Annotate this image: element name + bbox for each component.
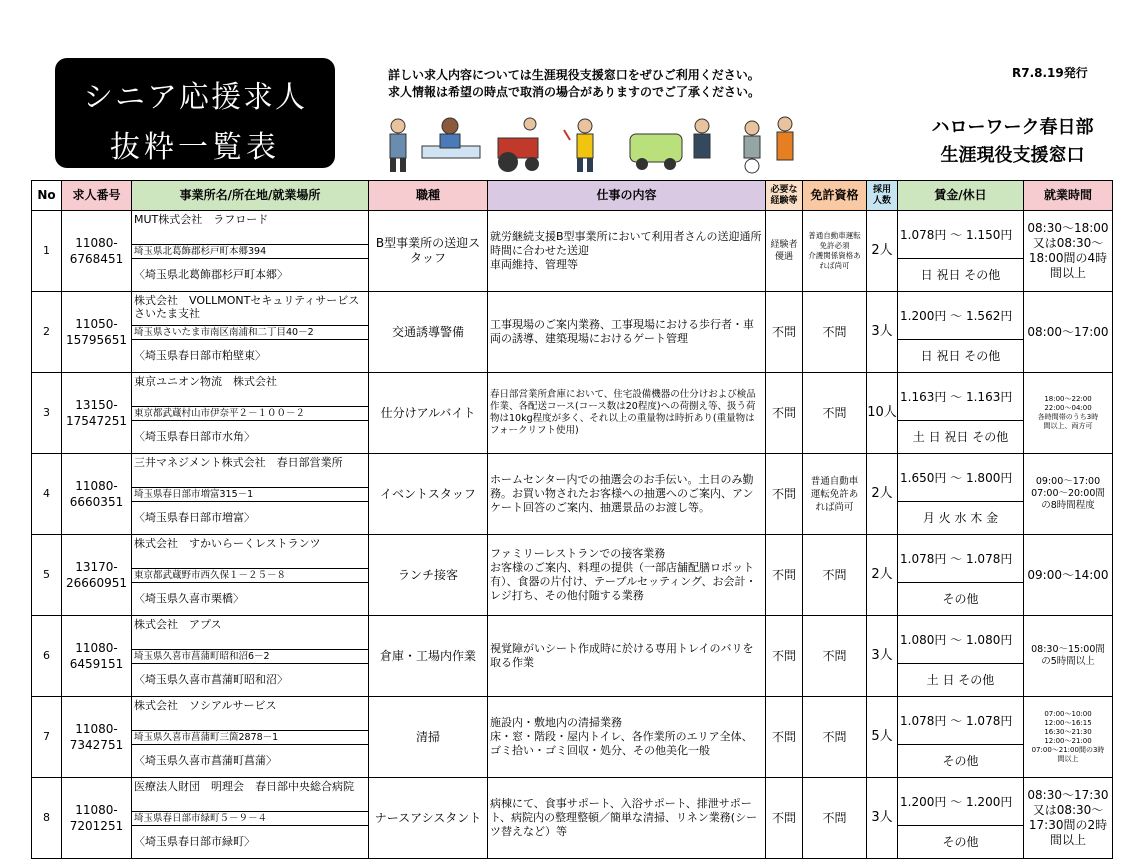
col-no: No [32, 181, 62, 211]
holidays: 月 火 水 木 金 [898, 502, 1024, 535]
job-title: B型事業所の送迎スタッフ [369, 211, 488, 292]
work-description: 病棟にて、食事サポート、入浴サポート、排泄サポート、病院内の整理整頓／簡単な清掃、リネン業務(シーツ替えなど）等 [488, 778, 766, 859]
table-row [32, 697, 1113, 731]
job-number-suffix: 17547251 [65, 414, 128, 428]
work-location: 〈埼玉県春日部市粕壁東〉 [132, 340, 369, 373]
job-title: 倉庫・工場内作業 [369, 616, 488, 697]
job-number-prefix: 11080- [75, 722, 118, 736]
work-description: 視覚障がいシート作成時に於ける専用トレイのバリを取る作業 [488, 616, 766, 697]
col-count-2: 人数 [872, 195, 891, 206]
work-location: 〈埼玉県北葛飾郡杉戸町本郷〉 [132, 259, 369, 292]
title-line-1: シニア応援求人 [83, 80, 307, 115]
license: 普通自動車運転 免許必須 介護関係資格あ れば尚可 [803, 211, 867, 292]
required-experience: 経験者 優遇 [766, 211, 803, 292]
job-number-prefix: 11050- [75, 317, 118, 331]
working-hours: 08:30～15:00間 の5時間以上 [1024, 616, 1113, 697]
col-time: 就業時間 [1024, 181, 1113, 211]
holidays: 日 祝日 その他 [898, 340, 1024, 373]
table-row [32, 778, 1113, 812]
job-number [62, 292, 132, 373]
required-experience: 不問 [766, 454, 803, 535]
job-title: イベントスタッフ [369, 454, 488, 535]
job-number [62, 535, 132, 616]
wage: 1.078円 ～ 1.078円 [898, 697, 1024, 745]
job-number-suffix: 26660951 [65, 576, 128, 590]
holidays: 土 日 その他 [898, 664, 1024, 697]
wage: 1.078円 ～ 1.078円 [898, 535, 1024, 583]
job-table [31, 180, 1113, 859]
table-row [32, 454, 1113, 488]
row-no: 6 [32, 616, 62, 697]
tractor-figure [498, 118, 539, 172]
license: 不問 [803, 616, 867, 697]
employer-name: 株式会社 ソシアルサービス [132, 697, 369, 731]
required-experience: 不問 [766, 292, 803, 373]
work-description: 就労継続支援B型事業所において利用者さんの送迎通所時間に合わせた送迎 車両維持、管理等 [488, 211, 766, 292]
work-location: 〈埼玉県春日部市緑町〉 [132, 826, 369, 859]
taxi-figure [630, 119, 710, 170]
work-description: ホームセンター内での抽選会のお手伝い。土日のみ勤務。お買い物されたお客様への抽選へのご案内、アンケート回答のご案内、抽選景品のお渡し等。 [488, 454, 766, 535]
license: 不問 [803, 292, 867, 373]
employer-name: MUT株式会社 ラフロード [132, 211, 369, 245]
table-row [32, 211, 1113, 245]
hiring-count: 3人 [867, 292, 898, 373]
holidays: その他 [898, 745, 1024, 778]
employer-address: 埼玉県さいたま市南区南浦和二丁目40－2 [132, 326, 369, 340]
title-line-2: 抜粋一覧表 [110, 130, 280, 165]
col-job: 職種 [369, 181, 488, 211]
row-no: 2 [32, 292, 62, 373]
employer-address: 東京都武蔵野市西久保１－２５－８ [132, 569, 369, 583]
employer-address: 埼玉県北葛飾郡杉戸町本郷394 [132, 245, 369, 259]
col-wage: 賃金/休日 [898, 181, 1024, 211]
job-number [62, 211, 132, 292]
job-number [62, 616, 132, 697]
work-description: 工事現場のご案内業務、工事現場における歩行者・車両の誘導、建築現場におけるゲート管理 [488, 292, 766, 373]
job-number [62, 373, 132, 454]
work-location: 〈埼玉県春日部市増富〉 [132, 502, 369, 535]
job-number-prefix: 13170- [75, 560, 118, 574]
employer-name: 医療法人財団 明理会 春日部中央総合病院 [132, 778, 369, 812]
row-no: 7 [32, 697, 62, 778]
working-hours: 18:00～22:00 22:00～04:00 各時間帯のうち3時 間以上、両方可 [1024, 373, 1113, 454]
working-hours: 09:00～14:00 [1024, 535, 1113, 616]
office-name [905, 114, 1120, 170]
col-experience [766, 181, 803, 211]
employer-name: 株式会社 すかいらーくレストランツ [132, 535, 369, 569]
worker-illustrations [380, 112, 820, 176]
job-number-suffix: 6660351 [69, 495, 124, 509]
table-row [32, 292, 1113, 326]
job-title: 清掃 [369, 697, 488, 778]
table-row [32, 535, 1113, 569]
job-number [62, 454, 132, 535]
license: 不問 [803, 778, 867, 859]
employer-address: 埼玉県春日部市増富315－1 [132, 488, 369, 502]
job-number-suffix: 6459151 [69, 657, 124, 671]
employer-address: 埼玉県久喜市菖蒲町昭和沼6－2 [132, 650, 369, 664]
job-number-prefix: 11080- [75, 641, 118, 655]
job-title: 仕分けアルバイト [369, 373, 488, 454]
job-number-suffix: 15795651 [65, 333, 128, 347]
row-no: 5 [32, 535, 62, 616]
work-location: 〈埼玉県久喜市菖蒲町昭和沼〉 [132, 664, 369, 697]
title-box [55, 58, 335, 168]
work-location: 〈埼玉県久喜市栗橋〉 [132, 583, 369, 616]
employer-address: 埼玉県春日部市緑町５－９－４ [132, 812, 369, 826]
issue-date: R7.8.19発行 [1012, 66, 1088, 80]
employer-name: 三井マネジメント株式会社 春日部営業所 [132, 454, 369, 488]
col-experience-2: 経験等 [770, 195, 798, 206]
job-number-prefix: 11080- [75, 803, 118, 817]
working-hours: 08:30～17:30 又は08:30～ 17:30間の2時 間以上 [1024, 778, 1113, 859]
job-number-suffix: 7342751 [69, 738, 124, 752]
row-no: 1 [32, 211, 62, 292]
working-hours: 09:00～17:00 07:00～20:00間 の8時間程度 [1024, 454, 1113, 535]
required-experience: 不問 [766, 697, 803, 778]
employer-address: 埼玉県久喜市菖蒲町三箇2878－1 [132, 731, 369, 745]
license: 普通自動車 運転免許あ れば尚可 [803, 454, 867, 535]
license: 不問 [803, 373, 867, 454]
col-number: 求人番号 [62, 181, 132, 211]
hiring-count: 5人 [867, 697, 898, 778]
col-count [867, 181, 898, 211]
employer-name: 株式会社 アプス [132, 616, 369, 650]
caregiver-figure [744, 117, 793, 173]
job-number [62, 778, 132, 859]
hiring-count: 2人 [867, 535, 898, 616]
notice [388, 67, 760, 101]
office-line-2: 生涯現役支援窓口 [940, 145, 1085, 166]
row-no: 4 [32, 454, 62, 535]
notice-line-2: 求人情報は希望の時点で取消の場合がありますのでご了承ください。 [388, 85, 761, 99]
worker-figure-2 [422, 118, 480, 158]
license: 不問 [803, 535, 867, 616]
col-experience-1: 必要な [770, 184, 798, 195]
working-hours: 07:00～10:00 12:00～16:15 16:30～21:30 12:00～21:00 07:00～21:00間の3時 間以上 [1024, 697, 1113, 778]
required-experience: 不問 [766, 616, 803, 697]
job-number-suffix: 7201251 [69, 819, 124, 833]
wage: 1.200円 ～ 1.200円 [898, 778, 1024, 826]
required-experience: 不問 [766, 535, 803, 616]
holidays: 土 日 祝日 その他 [898, 421, 1024, 454]
col-count-1: 採用 [872, 184, 891, 195]
table-row [32, 616, 1113, 650]
wage: 1.080円 ～ 1.080円 [898, 616, 1024, 664]
work-description: 施設内・敷地内の清掃業務 床・窓・階段・屋内トイレ、各作業所のエリア全体、ゴミ拾い・ゴミ回収・処分、その他美化一般 [488, 697, 766, 778]
job-number-prefix: 11080- [75, 479, 118, 493]
hiring-count: 3人 [867, 616, 898, 697]
col-employer: 事業所名/所在地/就業場所 [132, 181, 369, 211]
wage: 1.078円 ～ 1.150円 [898, 211, 1024, 259]
wage: 1.200円 ～ 1.562円 [898, 292, 1024, 340]
wage: 1.163円 ～ 1.163円 [898, 373, 1024, 421]
working-hours: 08:30～18:00 又は08:30～ 18:00間の4時 間以上 [1024, 211, 1113, 292]
work-description: ファミリーレストランでの接客業務 お客様のご案内、料理の提供（一部店舗配膳ロボット有）、食器の片付け、テーブルセッティング、お会計・レジ打ち、その他付随する業務 [488, 535, 766, 616]
col-license: 免許資格 [803, 181, 867, 211]
col-work: 仕事の内容 [488, 181, 766, 211]
required-experience: 不問 [766, 778, 803, 859]
notice-line-1: 詳しい求人内容については生涯現役支援窓口をぜひご利用ください。 [388, 68, 760, 82]
guard-figure [564, 119, 593, 172]
job-number-prefix: 13150- [75, 398, 118, 412]
table-row [32, 373, 1113, 407]
working-hours: 08:00～17:00 [1024, 292, 1113, 373]
job-title: ナースアシスタント [369, 778, 488, 859]
holidays: 日 祝日 その他 [898, 259, 1024, 292]
wage: 1.650円 ～ 1.800円 [898, 454, 1024, 502]
row-no: 8 [32, 778, 62, 859]
row-no: 3 [32, 373, 62, 454]
table-header-row [32, 181, 1113, 211]
office-line-1: ハローワーク春日部 [931, 117, 1094, 138]
hiring-count: 2人 [867, 211, 898, 292]
job-title: 交通誘導警備 [369, 292, 488, 373]
employer-name: 株式会社 VOLLMONTセキュリティサービス さいたま支社 [132, 292, 369, 326]
required-experience: 不問 [766, 373, 803, 454]
work-location: 〈埼玉県春日部市水角〉 [132, 421, 369, 454]
hiring-count: 10人 [867, 373, 898, 454]
employer-address: 東京都武蔵村山市伊奈平２－１００－２ [132, 407, 369, 421]
job-number-suffix: 6768451 [69, 252, 124, 266]
work-description: 春日部営業所倉庫において、住宅設備機器の仕分けおよび検品作業、各配送コース(コース数は20程度)への荷捌え等、扱う荷物は10kg程度が多く、それ以上の重量物は時折あり(重量物はフォークリフト使用) [488, 373, 766, 454]
job-number-prefix: 11080- [75, 236, 118, 250]
job-number [62, 697, 132, 778]
hiring-count: 3人 [867, 778, 898, 859]
worker-figure-1 [390, 119, 406, 172]
employer-name: 東京ユニオン物流 株式会社 [132, 373, 369, 407]
holidays: その他 [898, 826, 1024, 859]
work-location: 〈埼玉県久喜市菖蒲町菖蒲〉 [132, 745, 369, 778]
job-title: ランチ接客 [369, 535, 488, 616]
holidays: その他 [898, 583, 1024, 616]
hiring-count: 2人 [867, 454, 898, 535]
license: 不問 [803, 697, 867, 778]
